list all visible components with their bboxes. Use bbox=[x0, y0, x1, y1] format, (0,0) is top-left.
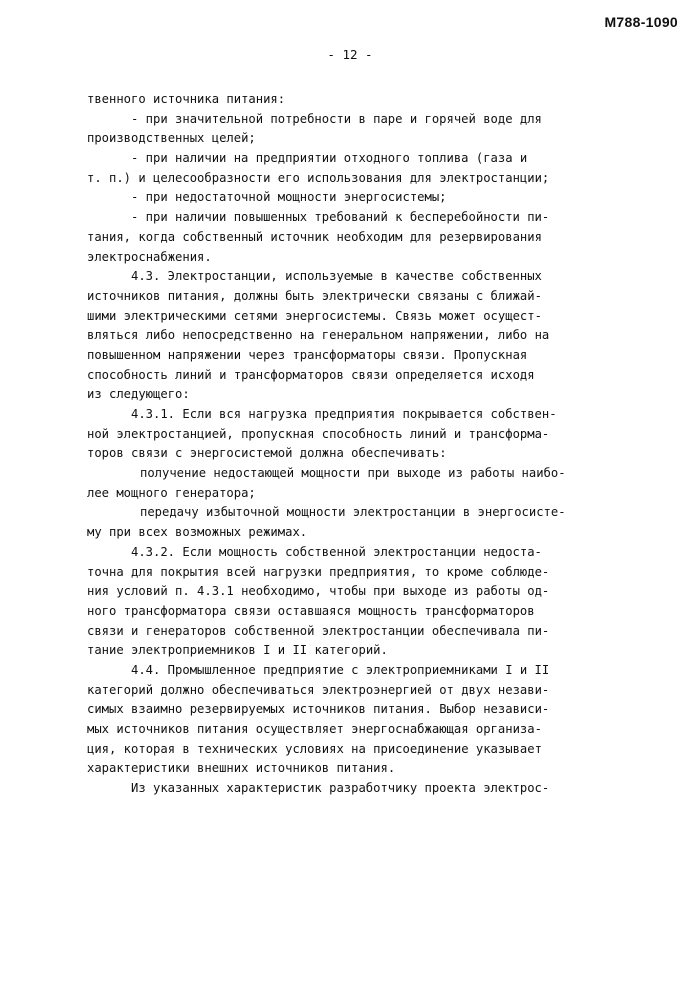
text-line: 4.3.1. Если вся нагрузка предприятия покрывается собствен- bbox=[131, 407, 557, 421]
document-code: М788-1090 bbox=[604, 14, 678, 30]
page-number: - 12 - bbox=[327, 47, 373, 62]
text-line: связи и генераторов собственной электростанции обеспечивала пи- bbox=[87, 623, 550, 638]
text-line: 4.4. Промышленное предприятие с электроприемниками I и II bbox=[131, 662, 550, 677]
text-line: производственных целей; bbox=[87, 131, 256, 146]
text-line: способность линий и трансформаторов связи определяется исходя bbox=[87, 367, 535, 382]
body-text bbox=[87, 90, 615, 799]
text-line: му при всех возможных режимах. bbox=[87, 525, 308, 540]
text-line: ного трансформатора связи оставшаяся мощность трансформаторов bbox=[87, 603, 535, 618]
text-line: симых взаимно резервируемых источников питания. Выбор независи- bbox=[87, 702, 550, 717]
text-line: тания, когда собственный источник необходим для резервирования bbox=[87, 229, 542, 244]
text-line: передачу избыточной мощности электростанции в энергосисте- bbox=[140, 505, 566, 520]
text-line: точна для покрытия всей нагрузки предприятия, то кроме соблюде- bbox=[87, 564, 550, 579]
text-line: источников питания, должны быть электрически связаны с ближай- bbox=[87, 288, 542, 303]
text-line: мых источников питания осуществляет энергоснабжающая организа- bbox=[87, 722, 542, 736]
text-line: характеристики внешних источников питания. bbox=[87, 761, 396, 776]
text-line: ция, которая в технических условиях на присоединение указывает bbox=[87, 741, 542, 756]
text-line: тание электроприемников I и II категорий. bbox=[87, 643, 388, 658]
text-line: т. п.) и целесообразности его использования для электростанции; bbox=[87, 170, 550, 185]
text-line: получение недостающей мощности при выходе из работы наибо- bbox=[140, 466, 566, 481]
text-line: Из указанных характеристик разработчику проекта электрос- bbox=[131, 781, 550, 796]
text-line: твенного источника питания: bbox=[87, 92, 286, 106]
text-line: категорий должно обеспечиваться электроэнергией от двух незави- bbox=[87, 682, 550, 697]
text-line: - при наличии повышенных требований к бесперебойности пи- bbox=[131, 210, 550, 225]
text-line: электроснабжения. bbox=[87, 249, 212, 264]
text-line: - при наличии на предприятии отходного топлива (газа и bbox=[131, 151, 528, 166]
text-line: 4.3. Электростанции, используемые в качестве собственных bbox=[131, 269, 542, 284]
text-line: повышенном напряжении через трансформаторы связи. Пропускная bbox=[87, 347, 528, 362]
text-line: торов связи с энергосистемой должна обеспечивать: bbox=[87, 446, 447, 461]
text-line: - при недостаточной мощности энергосистемы; bbox=[131, 190, 447, 205]
text-line: - при значительной потребности в паре и горячей воде для bbox=[131, 111, 542, 126]
text-line: лее мощного генератора; bbox=[87, 485, 256, 500]
text-line: шими электрическими сетями энергосистемы. Связь может осущест- bbox=[87, 308, 542, 323]
text-line: из следующего: bbox=[87, 387, 190, 402]
text-line: вляться либо непосредственно на генеральном напряжении, либо на bbox=[87, 328, 550, 343]
text-line: 4.3.2. Если мощность собственной электростанции недоста- bbox=[131, 544, 542, 559]
text-line: ния условий п. 4.3.1 необходимо, чтобы при выходе из работы од- bbox=[87, 584, 550, 599]
text-line: ной электростанцией, пропускная способность линий и трансформа- bbox=[87, 426, 550, 441]
